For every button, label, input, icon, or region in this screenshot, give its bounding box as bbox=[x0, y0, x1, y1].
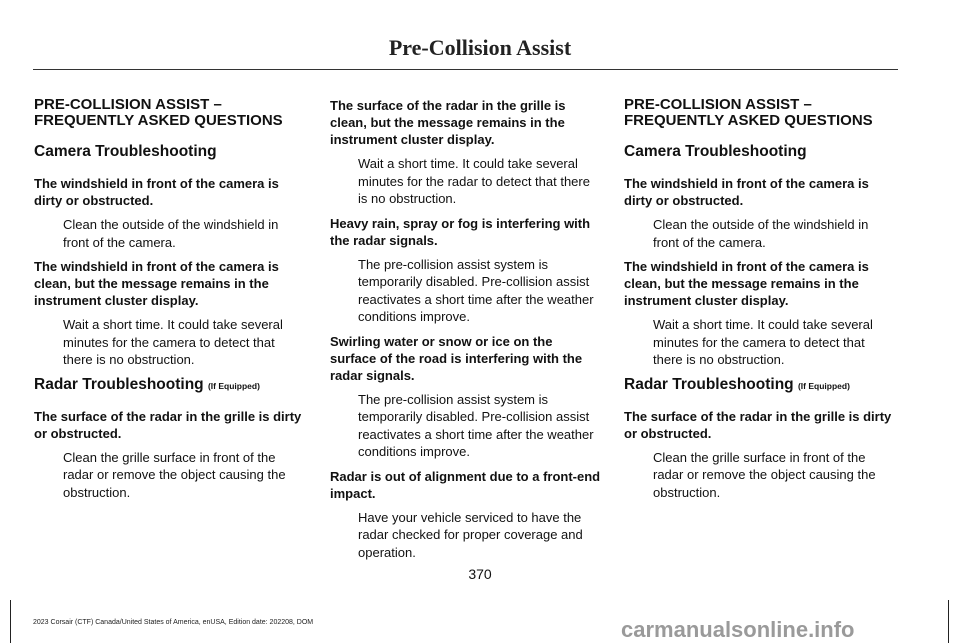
column-left bbox=[34, 97, 306, 508]
answer: Wait a short time. It could take several minutes for the camera to detect that there is no obstruction. bbox=[63, 317, 283, 367]
question: The windshield in front of the camera is dirty or obstructed. bbox=[624, 176, 869, 208]
radar-troubleshooting-title bbox=[624, 376, 896, 394]
answer: Have your vehicle serviced to have the radar checked for proper coverage and operation. bbox=[358, 509, 583, 560]
page-number: 370 bbox=[468, 566, 492, 582]
if-equipped-label: (If Equipped) bbox=[207, 380, 260, 391]
crop-mark-left bbox=[10, 600, 11, 643]
question: The surface of the radar in the grille is clean, but the message remains in the instrument cluster display. bbox=[330, 98, 566, 147]
question: The surface of the radar in the grille is dirty or obstructed. bbox=[34, 408, 302, 441]
camera-troubleshooting-title: Camera Troubleshooting bbox=[34, 143, 217, 160]
question: The windshield in front of the camera is clean, but the message remains in the instrument cluster display. bbox=[34, 259, 279, 308]
edition-footer: 2023 Corsair (CTF) Canada/United States of America, enUSA, Edition date: 202208, DOM bbox=[33, 619, 314, 626]
camera-troubleshooting-title: Camera Troubleshooting bbox=[624, 143, 807, 160]
answer: Clean the grille surface in front of the radar or remove the object causing the obstruction. bbox=[653, 449, 876, 500]
answer: The pre-collision assist system is temporarily disabled. Pre-collision assist reactivates a short time after the weather conditions improve. bbox=[358, 391, 594, 459]
column-middle bbox=[330, 97, 602, 568]
question: The surface of the radar in the grille is dirty or obstructed. bbox=[624, 408, 892, 441]
header-divider bbox=[33, 69, 898, 70]
page-header-title: Pre-Collision Assist bbox=[388, 35, 572, 60]
answer: Clean the outside of the windshield in front of the camera. bbox=[63, 217, 279, 250]
faq-heading: PRE-COLLISION ASSIST – FREQUENTLY ASKED QUESTIONS bbox=[624, 96, 873, 129]
question: The windshield in front of the camera is clean, but the message remains in the instrument cluster display. bbox=[624, 259, 869, 308]
if-equipped-label: (If Equipped) bbox=[797, 380, 850, 391]
radar-title-text: Radar Troubleshooting bbox=[34, 375, 204, 393]
answer: The pre-collision assist system is temporarily disabled. Pre-collision assist reactivates a short time after the weather conditions improve. bbox=[358, 256, 594, 324]
radar-troubleshooting-title bbox=[34, 376, 306, 394]
watermark: carmanualsonline.info bbox=[621, 617, 855, 642]
faq-heading: PRE-COLLISION ASSIST – FREQUENTLY ASKED QUESTIONS bbox=[34, 96, 283, 129]
crop-mark-right bbox=[948, 600, 949, 643]
question: Heavy rain, spray or fog is interfering with the radar signals. bbox=[330, 215, 591, 248]
answer: Wait a short time. It could take several minutes for the radar to detect that there is no obstruction. bbox=[358, 156, 590, 206]
radar-title-text: Radar Troubleshooting bbox=[624, 375, 794, 393]
column-right bbox=[624, 97, 896, 508]
question: Swirling water or snow or ice on the surface of the road is interfering with the radar signals. bbox=[330, 333, 583, 383]
answer: Clean the grille surface in front of the radar or remove the object causing the obstruction. bbox=[63, 449, 286, 500]
question: Radar is out of alignment due to a front-end impact. bbox=[330, 468, 601, 501]
answer: Wait a short time. It could take several minutes for the camera to detect that there is no obstruction. bbox=[653, 317, 873, 367]
question: The windshield in front of the camera is dirty or obstructed. bbox=[34, 176, 279, 208]
answer: Clean the outside of the windshield in front of the camera. bbox=[653, 217, 869, 250]
